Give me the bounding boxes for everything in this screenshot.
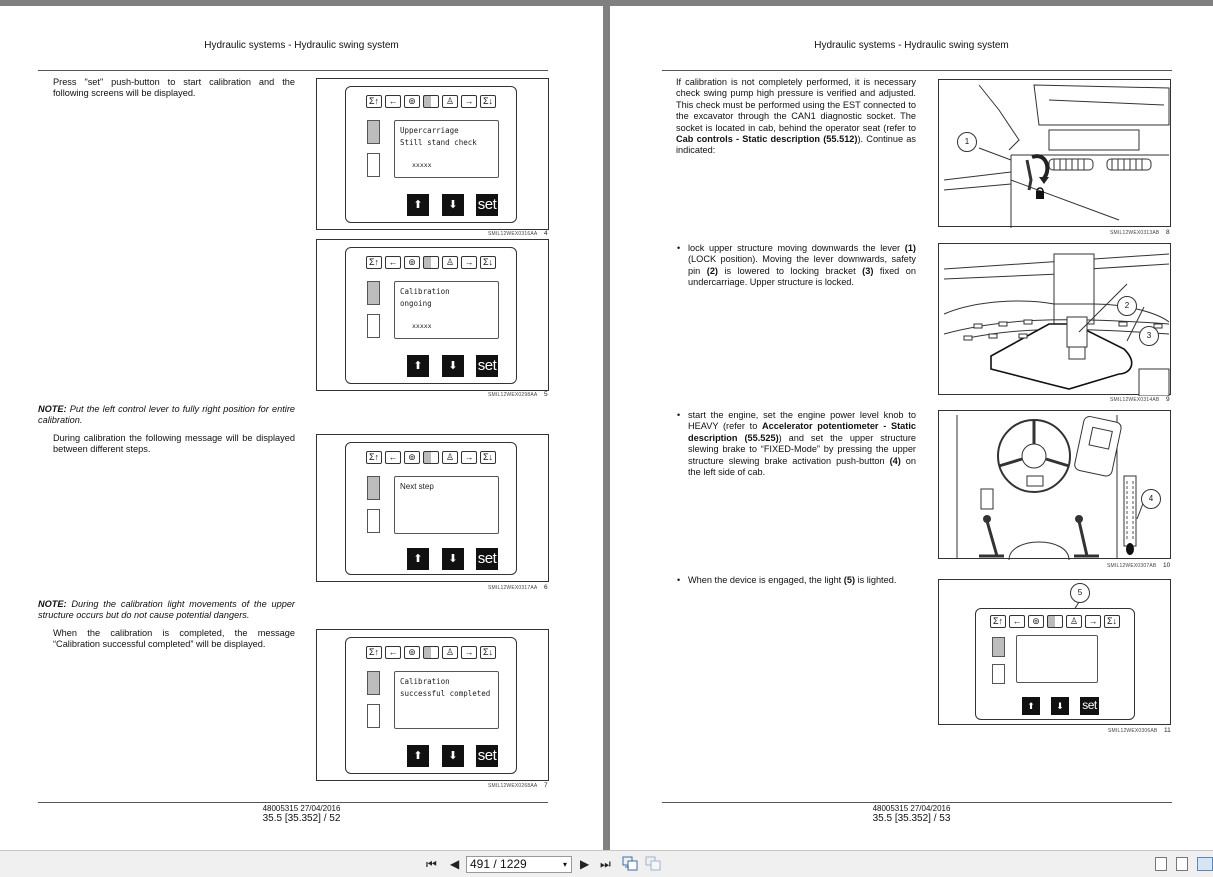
light-icon xyxy=(1047,615,1063,628)
screen-line: successful completed xyxy=(400,689,491,698)
figure-display-panel-light xyxy=(938,579,1171,725)
screen-line: Next step xyxy=(400,482,434,491)
bullet-paragraph xyxy=(688,243,916,289)
screen-line: Calibration xyxy=(400,677,450,686)
next-page-button[interactable]: ▶ xyxy=(580,857,590,871)
screen-line: Calibration xyxy=(400,287,450,296)
text: ) and set the upper structure slewing brake to “FIXED-Mode” by pressing the upper structure slewing brake activation push-button xyxy=(688,432,916,466)
indicator-lamp-off xyxy=(367,704,380,728)
cross-reference: Accelerator potentiometer - Static description (55.525) xyxy=(688,421,916,443)
display-screen xyxy=(1016,635,1098,683)
indicator-lamp-off xyxy=(367,314,380,338)
two-page-view-icon[interactable] xyxy=(1197,857,1213,871)
arrow-left-icon: ← xyxy=(385,451,401,464)
bullet-icon: • xyxy=(677,575,681,585)
arrow-left-icon: ← xyxy=(1009,615,1025,628)
callout-1: 1 xyxy=(957,132,977,152)
footer-rule xyxy=(38,802,548,803)
text: on the left side of cab. xyxy=(688,455,916,478)
screen-line: xxxxx xyxy=(412,161,432,169)
brake-icon: ⊚ xyxy=(404,451,420,464)
indicator-lamp-on xyxy=(367,281,380,305)
next-view-icon[interactable] xyxy=(645,856,661,871)
icon-row xyxy=(366,256,496,269)
arrow-left-icon: ← xyxy=(385,256,401,269)
footer-rule xyxy=(662,802,1172,803)
cross-reference: Cab controls - Static description (55.512) xyxy=(676,134,858,145)
note-label: NOTE: xyxy=(38,404,67,414)
figure-caption: SMIL12WEX0314AB xyxy=(1110,397,1160,403)
page-number: 35.5 [35.352] / 52 xyxy=(262,813,341,824)
figure-display-panel xyxy=(316,78,549,230)
text: fixed on undercarriage. Upper structure is locked. xyxy=(688,265,917,288)
arrow-right-icon: → xyxy=(1085,615,1101,628)
up-button: ⬆ xyxy=(1022,697,1040,715)
icon-row xyxy=(366,646,496,659)
text: When the device is engaged, the light xyxy=(688,575,844,585)
figure-caption: SMIL12WEX0313AB xyxy=(1110,230,1160,236)
indicator-lamp-on xyxy=(367,476,380,500)
intro-text: ). Continue as indicated: xyxy=(676,134,916,156)
figure-cab-controls xyxy=(938,410,1171,559)
figure-number: 5 xyxy=(544,391,548,398)
indicator-lamp-on xyxy=(992,637,1005,657)
intro-paragraph xyxy=(676,77,916,157)
callout-4: 4 xyxy=(1141,489,1161,509)
light-icon xyxy=(423,646,439,659)
sum-down-icon: Σ↓ xyxy=(1104,615,1120,628)
note xyxy=(38,404,295,427)
figure-caption: SMIL12WEX0268AA xyxy=(488,783,538,789)
figure-display-panel xyxy=(316,239,549,391)
text: start the engine, set the engine power level knob to HEAVY (refer to xyxy=(688,410,916,432)
display-panel xyxy=(345,86,517,223)
up-button: ⬆ xyxy=(407,355,429,377)
paragraph: Press "set" push-button to start calibration and the following screens will be displayed. xyxy=(53,77,295,99)
page-number: 35.5 [35.352] / 53 xyxy=(872,813,951,824)
text: is lowered to locking bracket xyxy=(718,265,863,276)
light-icon xyxy=(423,256,439,269)
figure-locking-bracket xyxy=(938,243,1171,395)
ref: (2) xyxy=(706,265,718,276)
navigation-toolbar xyxy=(0,850,1213,877)
sum-down-icon: Σ↓ xyxy=(480,451,496,464)
operator-icon: ♙ xyxy=(442,95,458,108)
display-screen xyxy=(394,671,499,729)
page-header: Hydraulic systems - Hydraulic swing system xyxy=(814,40,1009,51)
text: (LOCK position). Moving the lever downwards, safety pin xyxy=(688,254,916,276)
figure-caption: SMIL12WEX0316AA xyxy=(488,231,538,237)
bullet-icon: • xyxy=(677,243,681,253)
brake-icon: ⊚ xyxy=(404,256,420,269)
display-panel xyxy=(345,247,517,384)
cab-controls-illustration xyxy=(939,411,1172,560)
operator-icon: ♙ xyxy=(442,256,458,269)
set-button: set xyxy=(1080,697,1099,715)
sum-up-icon: Σ↑ xyxy=(990,615,1006,628)
arrow-right-icon: → xyxy=(461,451,477,464)
brake-icon: ⊚ xyxy=(404,95,420,108)
figure-number: 6 xyxy=(544,584,548,591)
arrow-left-icon: ← xyxy=(385,95,401,108)
bullet-paragraph xyxy=(688,410,916,478)
icon-row xyxy=(990,615,1120,628)
indicator-lamp-off xyxy=(992,664,1005,684)
indicator-lamp-off xyxy=(367,153,380,177)
arrow-left-icon: ← xyxy=(385,646,401,659)
light-icon xyxy=(423,451,439,464)
down-button: ⬇ xyxy=(442,194,464,216)
display-screen xyxy=(394,120,499,178)
screen-line: Uppercarriage xyxy=(400,126,459,135)
figure-caption: SMIL12WEX0307AB xyxy=(1107,563,1157,569)
paragraph: During calibration the following message will be displayed between different steps. xyxy=(53,433,295,455)
indicator-lamp-on xyxy=(367,120,380,144)
operator-icon: ♙ xyxy=(442,646,458,659)
last-page-button[interactable]: ⏭ xyxy=(600,857,611,871)
screen-line: ongoing xyxy=(400,299,432,308)
note-text: During the calibration light movements of the upper structure occurs but do not cause potential dangers. xyxy=(38,599,295,621)
page-footer xyxy=(0,804,603,824)
down-button: ⬇ xyxy=(442,355,464,377)
operator-icon: ♙ xyxy=(442,451,458,464)
figure-caption: SMIL12WEX0298AA xyxy=(488,392,538,398)
set-button: set xyxy=(476,355,498,377)
screen-line: xxxxx xyxy=(412,322,432,330)
previous-page-button[interactable]: ◀ xyxy=(450,857,460,871)
lock-lever-illustration xyxy=(939,80,1172,228)
figure-number: 11 xyxy=(1164,727,1171,734)
icon-row xyxy=(366,451,496,464)
figure-number: 7 xyxy=(544,782,548,789)
arrow-right-icon: → xyxy=(461,256,477,269)
display-screen xyxy=(394,476,499,534)
note xyxy=(38,599,295,622)
display-panel xyxy=(345,637,517,774)
arrow-right-icon: → xyxy=(461,646,477,659)
set-button: set xyxy=(476,745,498,767)
page-52 xyxy=(0,6,603,850)
note-label: NOTE: xyxy=(38,599,67,609)
figure-lock-lever xyxy=(938,79,1171,227)
sum-up-icon: Σ↑ xyxy=(366,256,382,269)
display-panel xyxy=(975,608,1135,720)
figure-number: 4 xyxy=(544,230,548,237)
page-header: Hydraulic systems - Hydraulic swing system xyxy=(204,40,399,51)
display-panel xyxy=(345,442,517,575)
ref: (1) xyxy=(904,243,916,253)
text: lock upper structure moving downwards the lever xyxy=(688,243,905,253)
header-rule xyxy=(38,70,548,71)
chevron-down-icon[interactable]: ▾ xyxy=(562,860,567,869)
up-button: ⬆ xyxy=(407,194,429,216)
down-button: ⬇ xyxy=(442,745,464,767)
down-button: ⬇ xyxy=(442,548,464,570)
page-footer xyxy=(610,804,1213,824)
figure-display-panel xyxy=(316,434,549,582)
previous-view-icon[interactable] xyxy=(622,856,638,871)
set-button: set xyxy=(476,548,498,570)
display-screen xyxy=(394,281,499,339)
note-text: Put the left control lever to fully right position for entire calibration. xyxy=(38,404,295,426)
icon-row xyxy=(366,95,496,108)
up-button: ⬆ xyxy=(407,548,429,570)
sum-down-icon: Σ↓ xyxy=(480,95,496,108)
page-number-value: 491 / 1229 xyxy=(470,857,527,871)
indicator-lamp-on xyxy=(367,671,380,695)
indicator-lamp-off xyxy=(367,509,380,533)
up-button: ⬆ xyxy=(407,745,429,767)
sum-up-icon: Σ↑ xyxy=(366,451,382,464)
callout-3: 3 xyxy=(1139,326,1159,346)
figure-caption: SMIL12WEX0306AB xyxy=(1108,728,1158,734)
sum-up-icon: Σ↑ xyxy=(366,646,382,659)
brake-icon: ⊚ xyxy=(404,646,420,659)
figure-number: 9 xyxy=(1166,396,1170,403)
light-icon xyxy=(423,95,439,108)
arrow-right-icon: → xyxy=(461,95,477,108)
down-button: ⬇ xyxy=(1051,697,1069,715)
figure-number: 8 xyxy=(1166,229,1170,236)
doc-number: 48005315 27/04/2016 xyxy=(872,804,951,813)
operator-icon: ♙ xyxy=(1066,615,1082,628)
figure-display-panel xyxy=(316,629,549,781)
bullet-icon: • xyxy=(677,410,681,420)
continuous-view-icon[interactable] xyxy=(1176,857,1188,871)
figure-number: 10 xyxy=(1163,562,1171,569)
callout-2: 2 xyxy=(1117,296,1137,316)
intro-text: If calibration is not completely performed, it is necessary check swing pump high pressure is verified and adjusted. This check must be performed using the EST connected to the excavator through the CAN1 diagnostic socket. The socket is located in cab, behind the operator seat (refer to xyxy=(676,77,916,133)
bullet-paragraph xyxy=(688,575,916,586)
brake-icon: ⊚ xyxy=(1028,615,1044,628)
ref: (4) xyxy=(889,455,901,466)
ref: (3) xyxy=(862,265,874,276)
callout-5: 5 xyxy=(1070,583,1090,603)
sum-down-icon: Σ↓ xyxy=(480,256,496,269)
sum-down-icon: Σ↓ xyxy=(480,646,496,659)
page-53 xyxy=(610,6,1213,850)
paragraph: When the calibration is completed, the message “Calibration successful completed” will be displayed. xyxy=(53,628,295,650)
set-button: set xyxy=(476,194,498,216)
screen-line: Still stand check xyxy=(400,138,477,147)
ref: (5) xyxy=(843,575,856,585)
first-page-button[interactable]: ⏮ xyxy=(426,857,437,871)
locking-bracket-illustration xyxy=(939,244,1172,396)
header-rule xyxy=(662,70,1172,71)
sum-up-icon: Σ↑ xyxy=(366,95,382,108)
page-number-input[interactable] xyxy=(466,856,572,873)
single-page-view-icon[interactable] xyxy=(1155,857,1167,871)
doc-number: 48005315 27/04/2016 xyxy=(262,804,341,813)
figure-caption: SMIL12WEX0317AA xyxy=(488,585,538,591)
text: is lighted. xyxy=(855,575,897,585)
